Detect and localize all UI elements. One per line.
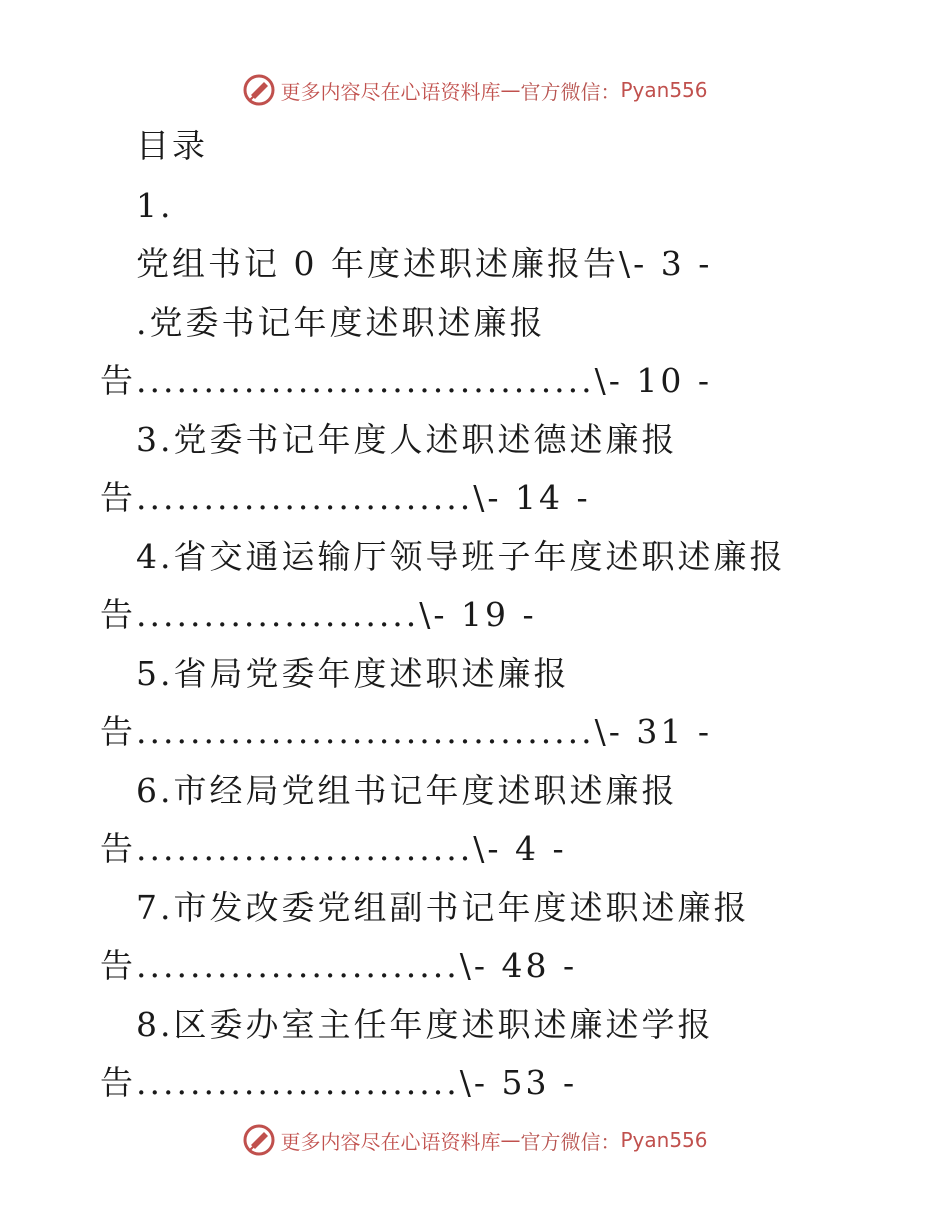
banner-wechat-label: 官方微信：: [520, 79, 621, 104]
toc-entry-7-leader: 告........................\- 48 -: [100, 946, 578, 985]
toc-entry-1-title: 党组书记 0 年度述职述廉报告\- 3 -: [136, 244, 713, 283]
banner-wechat-id: Pyan556: [620, 1128, 708, 1152]
toc-entry-3-title: 3.党委书记年度人述职述德述廉报: [136, 420, 678, 459]
toc-entry-8-leader: 告........................\- 53 -: [100, 1063, 578, 1102]
toc-entry-4-leader: 告.....................\- 19 -: [100, 595, 537, 634]
toc-entry-5-title: 5.省局党委年度述职述廉报: [136, 654, 570, 693]
pen-logo-icon: [242, 1123, 276, 1157]
toc-entry-4-title: 4.省交通运输厅领导班子年度述职述廉报: [136, 537, 786, 576]
footer-watermark-banner: [0, 1120, 950, 1160]
toc-entry-5-leader: 告..................................\- 31 -: [100, 712, 713, 751]
banner-separator: —: [500, 78, 521, 102]
toc-heading: 目录: [136, 126, 208, 165]
toc-entry-8-title: 8.区委办室主任年度述职述廉述学报: [136, 1005, 714, 1044]
banner-separator: —: [500, 1128, 521, 1152]
banner-site-text: 更多内容尽在心语资料库: [280, 79, 501, 104]
banner-wechat-label: 官方微信：: [520, 1129, 621, 1154]
toc-entry-6-leader: 告.........................\- 4 -: [100, 829, 567, 868]
toc-entry-7-title: 7.市发改委党组副书记年度述职述廉报: [136, 888, 750, 927]
toc-entry-1-number: 1.: [136, 186, 174, 225]
banner-wechat-id: Pyan556: [620, 78, 708, 102]
toc-entry-6-title: 6.市经局党组书记年度述职述廉报: [136, 771, 678, 810]
toc-entry-3-leader: 告.........................\- 14 -: [100, 478, 591, 517]
toc-entry-2-leader: 告..................................\- 10 -: [100, 361, 713, 400]
toc-entry-2-title: .党委书记年度述职述廉报: [136, 303, 546, 342]
banner-site-text: 更多内容尽在心语资料库: [280, 1129, 501, 1154]
